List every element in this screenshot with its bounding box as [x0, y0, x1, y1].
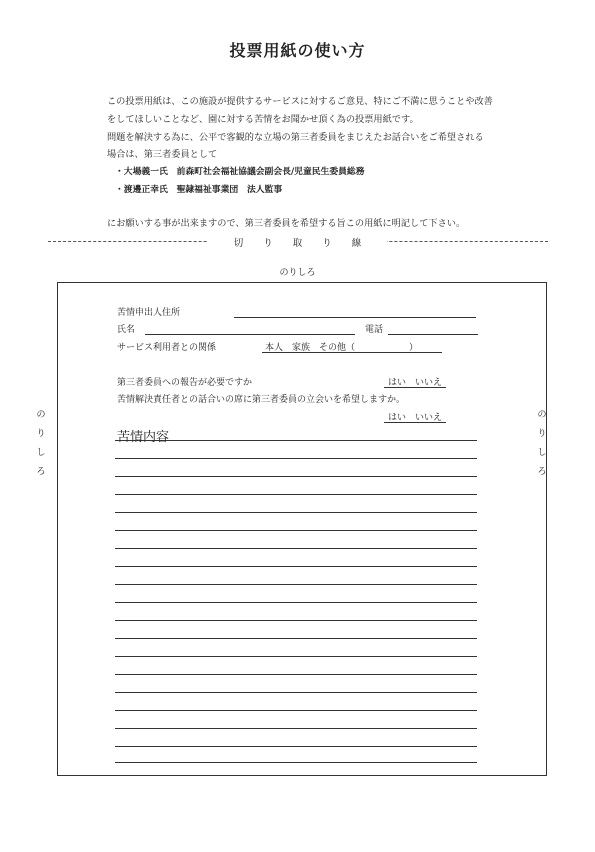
- committee-member-2: ・渡邊正幸氏 聖隷福祉事業団 法人監事: [115, 185, 283, 195]
- writing-line[interactable]: [115, 728, 477, 729]
- relation-label: サービス利用者との関係: [117, 343, 217, 353]
- cut-line-label: 切り取り線: [0, 235, 595, 249]
- committee-member-1: ・大場義一氏 前森町社会福祉協議会副会長/児童民生委員総務: [115, 167, 365, 177]
- glue-margin-right-label: の り し ろ: [537, 410, 547, 477]
- writing-line[interactable]: [115, 512, 477, 513]
- glue-margin-left-label: の り し ろ: [36, 410, 46, 477]
- attendance-answer-underline: [384, 422, 446, 423]
- writing-line[interactable]: [115, 584, 477, 585]
- writing-line[interactable]: [115, 440, 477, 441]
- intro-closing: にお願いする事が出来ますので、第三者委員を希望する旨この用紙に明記して下さい。: [107, 218, 466, 229]
- attendance-question: 苦情解決責任者との話合いの席に第三者委員の立会いを希望しますか。: [117, 395, 406, 405]
- writing-line[interactable]: [115, 620, 477, 621]
- report-answer-underline: [384, 387, 446, 388]
- address-field[interactable]: [234, 317, 476, 318]
- writing-line[interactable]: [115, 494, 477, 495]
- writing-line[interactable]: [115, 638, 477, 639]
- writing-line[interactable]: [115, 458, 477, 459]
- report-answer[interactable]: はい いいえ: [388, 378, 443, 388]
- writing-line[interactable]: [115, 762, 477, 763]
- intro-line-4: 場合は、第三者委員として: [107, 149, 218, 160]
- name-field[interactable]: [145, 334, 355, 335]
- writing-line[interactable]: [115, 656, 477, 657]
- name-label: 氏名: [117, 325, 136, 335]
- writing-line[interactable]: [115, 476, 477, 477]
- report-question: 第三者委員への報告が必要ですか: [117, 378, 253, 388]
- writing-line[interactable]: [115, 710, 477, 711]
- writing-line[interactable]: [115, 602, 477, 603]
- page-title: 投票用紙の使い方: [229, 41, 366, 60]
- intro-line-2: をしてほしいことなど、園に対する苦情をお聞かせ頂く為の投票用紙です。: [107, 114, 419, 125]
- complaint-content-heading: 苦情内容: [117, 430, 170, 445]
- complaint-form: [57, 282, 547, 776]
- intro-line-3: 問題を解決する為に、公平で客観的な立場の第三者委員をまじえたお話合いをご希望される: [107, 132, 484, 143]
- writing-line[interactable]: [115, 530, 477, 531]
- writing-line[interactable]: [115, 692, 477, 693]
- glue-margin-top-label: のりしろ: [279, 268, 316, 278]
- relation-options[interactable]: 本人 家族 その他（ ）: [265, 343, 419, 353]
- phone-label: 電話: [365, 325, 384, 335]
- address-label: 苦情申出人住所: [117, 308, 181, 318]
- attendance-answer[interactable]: はい いいえ: [388, 413, 443, 423]
- writing-line[interactable]: [115, 548, 477, 549]
- writing-line[interactable]: [115, 674, 477, 675]
- writing-line[interactable]: [115, 566, 477, 567]
- phone-field[interactable]: [388, 334, 478, 335]
- intro-line-1: この投票用紙は、この施設が提供するサービスに対するご意見、特にご不満に思うことや改善: [107, 96, 493, 107]
- writing-line[interactable]: [115, 746, 477, 747]
- relation-underline: [262, 352, 442, 353]
